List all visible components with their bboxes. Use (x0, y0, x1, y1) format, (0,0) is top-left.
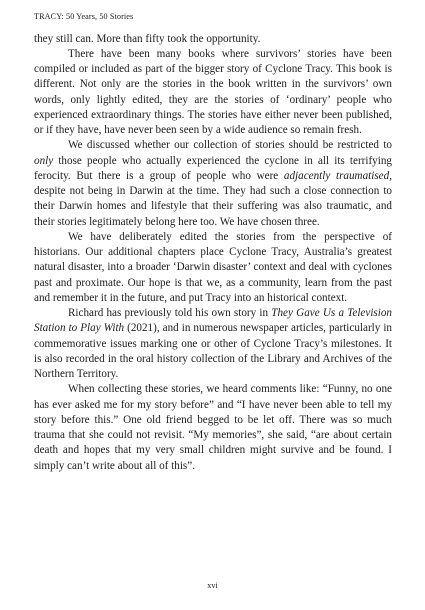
paragraph: they still can. More than fifty took the opportunity. (34, 32, 261, 45)
body-text (34, 32, 392, 474)
paragraph: We discussed whether our collection of stories should be restricted to only those people who actually experienced the cyclone in all its terrifying ferocity. But there is a group of people who were adjacently traumatised, despite not being in Darwin at the time. They had such a close connection to their Darwin homes and lifestyle that their suffering was also traumatic, and their stories legitimately belong here too. We have chosen three. (34, 139, 392, 228)
running-head: TRACY: 50 Years, 50 Stories (34, 12, 134, 21)
paragraph: Richard has previously told his own story in They Gave Us a Television Station to Play With (2021), and in numerous newspaper articles, particularly in commemorative issues marking one or other of Cyclone Tracy’s milestones. It is also recorded in the oral history collection of the Library and Archives of the Northern Territory. (34, 307, 392, 380)
italic-emphasis: adjacently traumatised (283, 169, 390, 182)
italic-emphasis: only (34, 154, 54, 167)
paragraph: There have been many books where survivors’ stories have been compiled or included as part of the bigger story of Cyclone Tracy. This book is different. Not only are the stories in the book written in the survivors’ own words, only lightly edited, they are the stories of ‘ordinary’ people who experienced extraordinary things. The stories have either never been published, or if they have, have never been seen by a wide audience so remain fresh. (34, 47, 392, 136)
italic-emphasis: They Gave Us a Television Station to Play With (34, 307, 392, 335)
page-number: xvi (207, 581, 218, 590)
paragraph: We have deliberately edited the stories from the perspective of historians. Our additional chapters place Cyclone Tracy, Australia’s greatest natural disaster, into a broader ‘Darwin disaster’ context and deal with cyclones past and proximate. Our hope is that we, as a community, learn from the past and remember it in the future, and put Tracy into an historical context. (34, 230, 392, 304)
paragraph: When collecting these stories, we heard comments like: “Funny, no one has ever asked me for my story before” and “I have never been able to tell my story before this.” One old friend begged to be let off. There was so much trauma that she could not revisit. “My memories”, she said, “are about certain death and hopes that my very small children might survive and be found. I simply can’t write about all of this”. (34, 383, 392, 472)
